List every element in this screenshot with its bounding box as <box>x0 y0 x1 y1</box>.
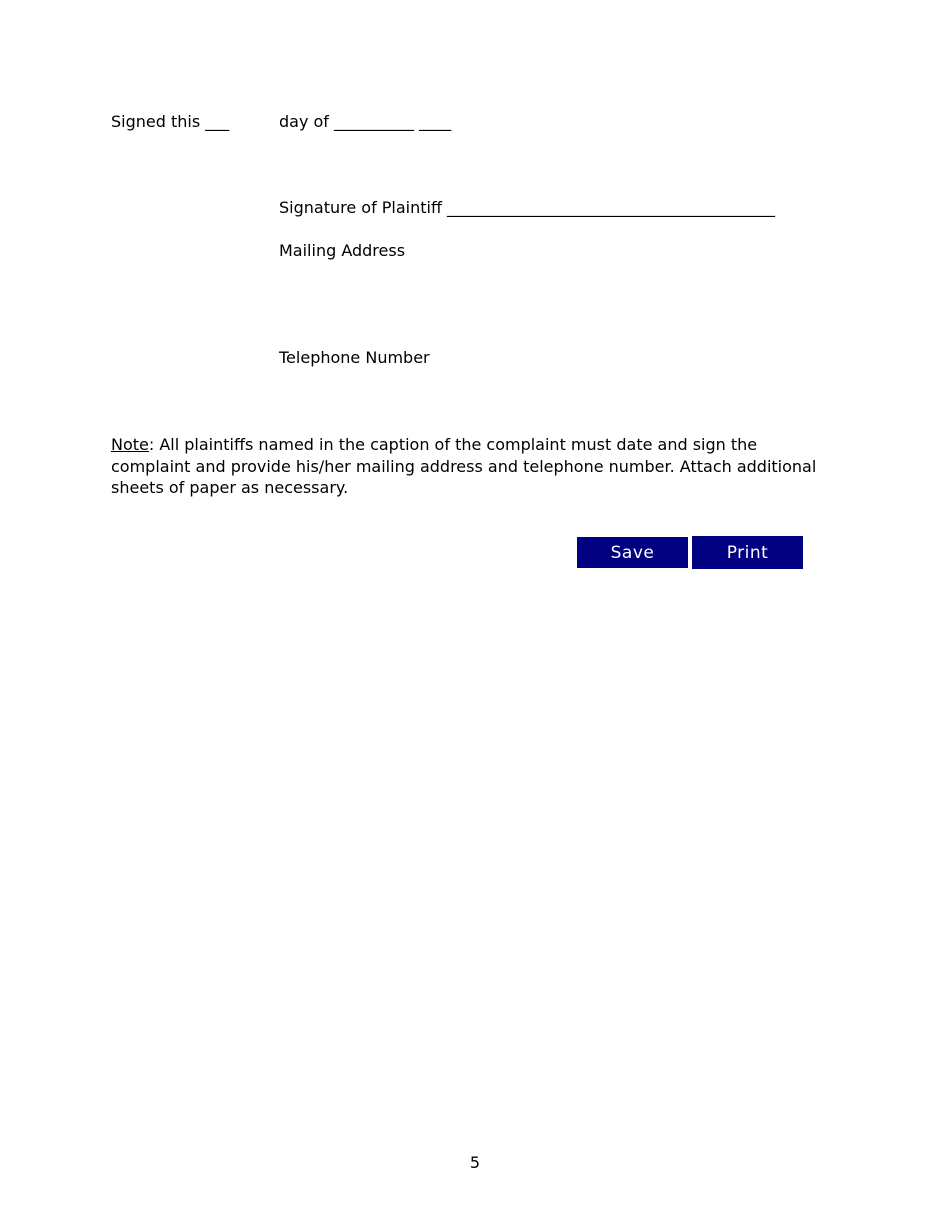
day-of-label: day of __________ ____ <box>279 112 452 131</box>
signature-of-plaintiff-label: Signature of Plaintiff <box>279 198 443 217</box>
signature-line: _________________________________________ <box>447 198 775 217</box>
note-label: Note <box>111 435 149 454</box>
save-button[interactable]: Save <box>577 537 688 568</box>
telephone-number-label: Telephone Number <box>279 348 430 367</box>
print-button[interactable]: Print <box>692 536 803 569</box>
page-number: 5 <box>469 1153 481 1172</box>
signed-this-label: Signed this ___ <box>111 112 230 131</box>
note-paragraph <box>111 434 841 499</box>
mailing-address-label: Mailing Address <box>279 241 406 260</box>
note-text: : All plaintiffs named in the caption of the complaint must date and sign the complaint and provide his/her mailing address and telephone number. Attach additional sheets of paper as necessary. <box>111 435 817 497</box>
